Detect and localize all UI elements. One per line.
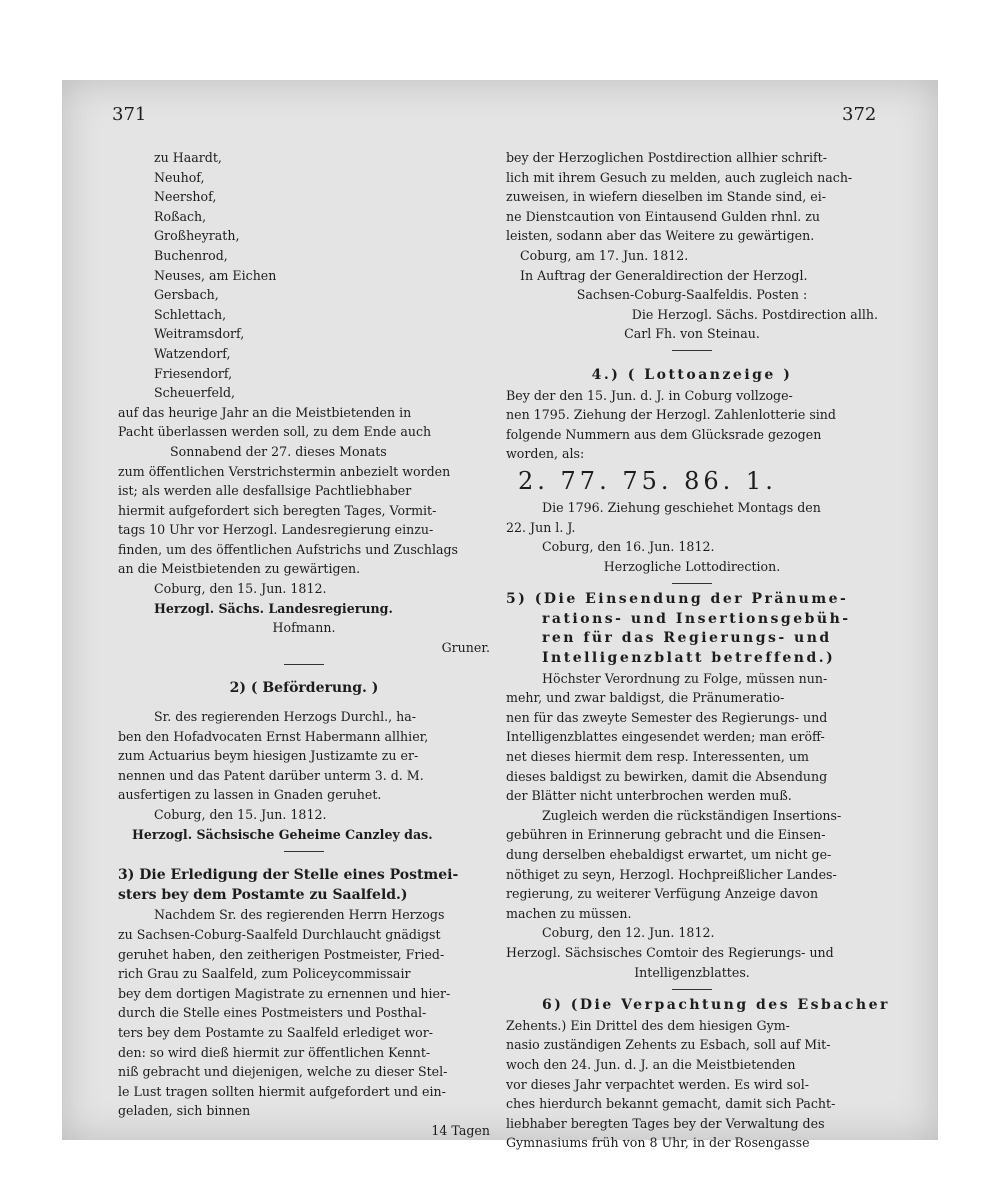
text-line: tags 10 Uhr vor Herzogl. Landesregierung einzu-	[118, 522, 434, 538]
left-column	[118, 148, 490, 1141]
text-line: ist; als werden alle desfallsige Pachtliebhaber	[118, 483, 412, 499]
text-line: geruhet haben, den zeitherigen Postmeister, Fried-	[118, 946, 445, 962]
text-line: ne Dienstcaution von Eintausend Gulden rhnl. zu	[506, 208, 821, 224]
text-line: den: so wird dieß hiermit zur öffentlichen Kennt-	[118, 1044, 431, 1060]
text-line: nen für das zweyte Semester des Regierungs- und	[506, 709, 828, 725]
text-line: liebhaber beregten Tages bey der Verwaltung des	[506, 1115, 825, 1131]
text-line: Höchster Verordnung zu Folge, müssen nun-	[542, 670, 828, 686]
text-line: bey dem dortigen Magistrate zu ernennen und hier-	[118, 985, 451, 1001]
text-line: Scheuerfeld,	[154, 385, 236, 401]
text-line: zum Actuarius beym hiesigen Justizamte zu er-	[118, 748, 419, 764]
text-line: Carl Fh. von Steinau.	[624, 326, 760, 342]
text-line: ches hierdurch bekannt gemacht, damit sich Pacht-	[506, 1096, 836, 1112]
text-line: 14 Tagen	[431, 1122, 490, 1138]
text-line: Coburg, am 17. Jun. 1812.	[520, 247, 689, 263]
text-line: le Lust tragen sollten hiermit aufgefordert und ein-	[118, 1083, 446, 1099]
text-line: sters bey dem Postamte zu Saalfeld.)	[118, 886, 408, 903]
text-line: auf das heurige Jahr an die Meistbietenden in	[118, 404, 412, 420]
text-line: 22. Jun l. J.	[506, 519, 576, 535]
text-line: nen 1795. Ziehung der Herzogl. Zahlenlotterie sind	[506, 407, 836, 423]
text-line: Pacht überlassen werden soll, zu dem Ende auch	[118, 424, 432, 440]
spacer	[506, 358, 878, 366]
text-line: 4.) ( Lottoanzeige )	[591, 366, 793, 383]
text-line: Herzogl. Sächsische Geheime Canzley das.	[132, 826, 433, 842]
text-line: niß gebracht und diejenigen, welche zu dieser Stel-	[118, 1064, 448, 1080]
text-line: Friesendorf,	[154, 365, 233, 381]
text-line: Die 1796. Ziehung geschiehet Montags den	[542, 499, 821, 515]
section-divider	[506, 982, 878, 996]
text-line: dieses baldigst zu bewirken, damit die Absendung	[506, 768, 828, 784]
text-line: Coburg, den 15. Jun. 1812.	[154, 807, 327, 822]
text-line: vor dieses Jahr verpachtet werden. Es wird sol-	[506, 1076, 810, 1092]
text-line: geladen, sich binnen	[118, 1103, 251, 1119]
text-line: lich mit ihrem Gesuch zu melden, auch zugleich nach-	[506, 169, 853, 185]
text-line: gebühren in Erinnerung gebracht und die Einsen-	[506, 827, 826, 843]
text-line: zum öffentlichen Verstrichstermin anbezielt worden	[118, 463, 451, 479]
text-line: Herzogl. Sächsisches Comtoir des Regierungs- und	[506, 944, 834, 960]
text-line: zu Haardt,	[154, 150, 222, 165]
text-line: 6) (Die Verpachtung des Esbacher	[542, 997, 890, 1014]
text-line: Herzogliche Lottodirection.	[603, 558, 781, 574]
text-line: woch den 24. Jun. d. J. an die Meistbietenden	[506, 1056, 796, 1072]
section-divider	[118, 657, 490, 671]
text-line: Herzogl. Sächs. Landesregierung.	[154, 600, 393, 616]
text-line: folgende Nummern aus dem Glücksrade gezogen	[506, 426, 822, 442]
text-line: 2. 77. 75. 86. 1.	[518, 466, 777, 495]
text-line: regierung, zu weiterer Verfügung Anzeige davon	[506, 886, 819, 902]
text-line: zu Sachsen-Coburg-Saalfeld Durchlaucht gnädigst	[118, 926, 441, 942]
text-line: Die Herzogl. Sächs. Postdirection allh.	[631, 306, 878, 322]
text-line: 3) Die Erledigung der Stelle eines Postmei-	[118, 867, 459, 884]
text-line: nöthiget zu seyn, Herzogl. Hochpreißlicher Landes-	[506, 866, 837, 882]
text-line: Zugleich werden die rückständigen Insertions-	[542, 807, 842, 823]
text-line: Buchenrod,	[154, 247, 228, 263]
text-line: ters bey dem Postamte zu Saalfeld erlediget wor-	[118, 1024, 434, 1040]
spacer	[118, 858, 490, 866]
text-line: Weitramsdorf,	[154, 326, 245, 342]
text-line: worden, als:	[506, 446, 585, 462]
text-line: Zehents.) Ein Drittel des dem hiesigen Gym-	[506, 1017, 790, 1033]
text-line: hiermit aufgefordert sich beregten Tages, Vormit-	[118, 502, 437, 518]
section-divider	[506, 576, 878, 590]
text-line: ben den Hofadvocaten Ernst Habermann allhier,	[118, 728, 429, 744]
text-line: Intelligenzblattes eingesendet werden; man eröff-	[506, 729, 825, 745]
text-line: Neuses, am Eichen	[154, 267, 277, 283]
text-line: rations- und Insertionsgebüh-	[542, 610, 851, 627]
section-divider	[506, 344, 878, 358]
text-line: Gymnasiums früh von 8 Uhr, in der Rosengasse	[506, 1135, 810, 1151]
text-line: nennen und das Patent darüber unterm 3. d. M.	[118, 767, 424, 783]
right-column	[506, 148, 890, 1153]
text-line: Bey der den 15. Jun. d. J. in Coburg vollzoge-	[506, 387, 793, 403]
text-line: Neershof,	[154, 189, 217, 205]
text-line: Hofmann.	[272, 620, 336, 636]
text-line: nasio zuständigen Zehents zu Esbach, soll auf Mit-	[506, 1037, 831, 1053]
text-line: Roßach,	[154, 208, 207, 224]
text-line: an die Meistbietenden zu gewärtigen.	[118, 561, 361, 577]
text-line: bey der Herzoglichen Postdirection allhier schrift-	[506, 150, 827, 165]
text-line: 5) (Die Einsendung der Pränume-	[506, 591, 849, 608]
text-line: 2) ( Beförderung. )	[229, 680, 379, 697]
section-divider	[118, 844, 490, 858]
text-line: dung derselben ehebaldigst erwartet, um nicht ge-	[506, 847, 832, 862]
text-line: Sonnabend der 27. dieses Monats	[170, 443, 387, 459]
text-line: machen zu müssen.	[506, 905, 632, 921]
text-line: net dieses hiermit dem resp. Interessenten, um	[506, 749, 809, 765]
text-line: der Blätter nicht unterbrochen werden muß.	[506, 788, 792, 804]
spacer	[118, 671, 490, 679]
text-line: Coburg, den 15. Jun. 1812.	[154, 581, 327, 597]
text-line: finden, um des öffentlichen Aufstrichs und Zuschlags	[118, 541, 459, 557]
text-line: In Auftrag der Generaldirection der Herzogl.	[520, 267, 808, 283]
text-line: mehr, und zwar baldigst, die Pränumeratio-	[506, 690, 785, 706]
text-line: Großheyrath,	[154, 228, 240, 244]
text-line: Gersbach,	[154, 287, 219, 303]
text-line: ausfertigen zu lassen in Gnaden geruhet.	[118, 787, 382, 803]
page-number-left: 371	[112, 104, 147, 125]
text-line: Watzendorf,	[154, 345, 231, 361]
text-line: Intelligenzblattes.	[634, 964, 750, 980]
text-line: Neuhof,	[154, 169, 205, 185]
text-line: leisten, sodann aber das Weitere zu gewärtigen.	[506, 228, 815, 244]
text-line: Nachdem Sr. des regierenden Herrn Herzogs	[154, 907, 445, 923]
text-line: Coburg, den 16. Jun. 1812.	[542, 539, 715, 555]
text-line: rich Grau zu Saalfeld, zum Policeycommissair	[118, 966, 411, 982]
text-line: Intelligenzblatt betreffend.)	[542, 650, 836, 667]
text-line: Gruner.	[441, 639, 490, 655]
page-number-right: 372	[842, 104, 877, 125]
text-line: ren für das Regierungs- und	[542, 630, 832, 647]
text-line: Schlettach,	[154, 306, 227, 322]
text-line: Coburg, den 12. Jun. 1812.	[542, 925, 715, 941]
text-line: Sachsen-Coburg-Saalfeldis. Posten :	[576, 287, 808, 303]
spacer	[118, 699, 490, 707]
text-line: zuweisen, in wiefern dieselben im Stande sind, ei-	[506, 189, 827, 205]
text-line: durch die Stelle eines Postmeisters und Posthal-	[118, 1005, 427, 1021]
text-line: Sr. des regierenden Herzogs Durchl., ha-	[154, 709, 416, 725]
